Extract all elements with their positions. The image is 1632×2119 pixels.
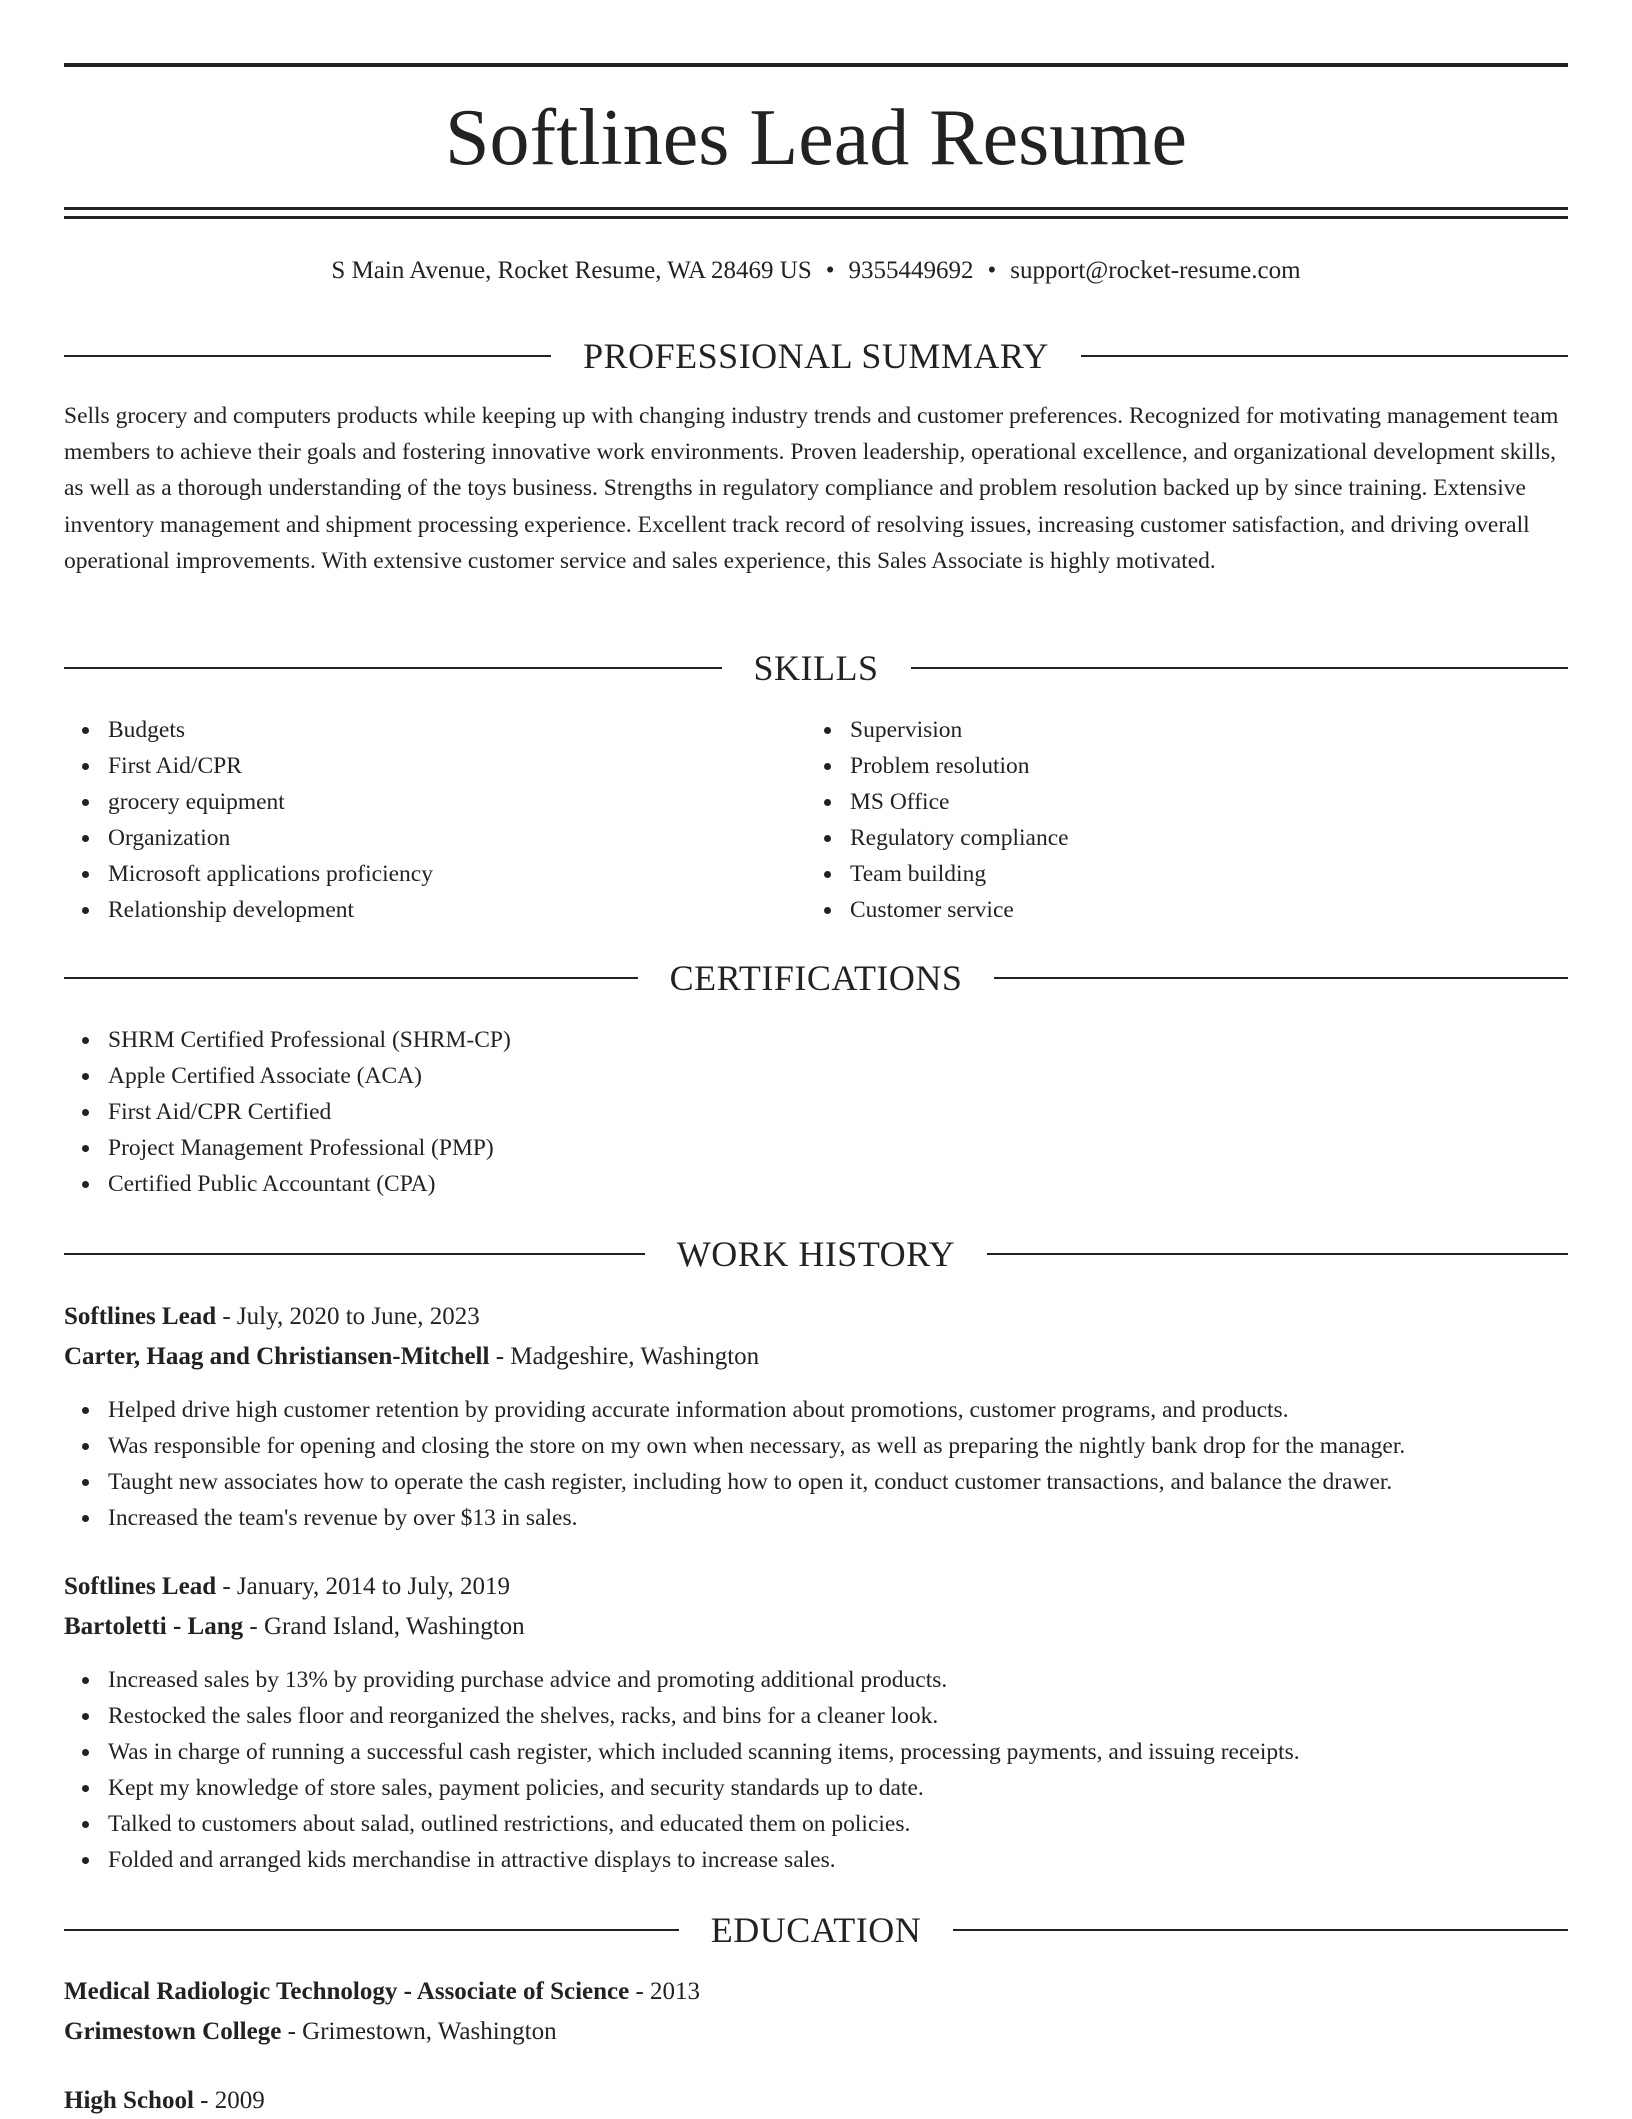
job-location: - Madgeshire, Washington [489,1343,760,1370]
job-company: Bartoletti - Lang [64,1613,244,1640]
skills-heading-label: SKILLS [753,648,879,688]
education-school: Grimestown College [64,2018,282,2045]
education-heading [64,1908,1568,1952]
skill-item: Organization [64,820,433,856]
certification-item: Certified Public Accountant (CPA) [64,1166,511,1202]
heading-rule [64,355,551,357]
job-bullet: Increased sales by 13% by providing purchase advice and promoting additional products. [64,1662,1300,1698]
certifications-heading-label: CERTIFICATIONS [669,958,963,998]
certifications-heading [64,956,1568,1000]
job-dates: - January, 2014 to July, 2019 [216,1573,511,1600]
job-title-line [64,1299,480,1335]
title-rule-upper [64,207,1568,210]
job-bullet: Increased the team's revenue by over $13 in sales. [64,1500,1405,1536]
certifications-list [64,1022,511,1202]
job-title: Softlines Lead [64,1573,217,1600]
job-company-line [64,1609,525,1645]
skill-item: Regulatory compliance [806,820,1069,856]
job-title: Softlines Lead [64,1303,217,1330]
education-school-line [64,2014,557,2050]
skill-item: grocery equipment [64,784,433,820]
job-bullet: Helped drive high customer retention by providing accurate information about promotions, customer programs, and products. [64,1392,1405,1428]
job-bullets [64,1392,1405,1536]
job-title-line [64,1569,510,1605]
job-bullet: Was responsible for opening and closing the store on my own when necessary, as well as preparing the nightly bank drop for the manager. [64,1428,1405,1464]
education-heading-label: EDUCATION [710,1910,922,1950]
certification-item: Apple Certified Associate (ACA) [64,1058,511,1094]
title-rule-lower [64,216,1568,219]
heading-rule [911,667,1569,669]
job-dates: - July, 2020 to June, 2023 [216,1303,480,1330]
heading-rule [64,667,722,669]
education-year: - 2009 [193,2087,265,2114]
summary-text: Sells grocery and computers products while keeping up with changing industry trends and customer preferences. Recognized for motivating management team members to achieve their goals and fostering innovative work environments. Proven leadership, operational excellence, and organizational development skills, as well as a thorough understanding of the toys business. Strengths in regulatory compliance and problem resolution backed up by since training. Extensive inventory management and shipment processing experience. Excellent track record of resolving issues, increasing customer satisfaction, and driving overall operational improvements. With extensive customer service and sales experience, this Sales Associate is highly motivated. [64,403,1559,574]
skill-item: Customer service [806,892,1069,928]
job-bullet: Was in charge of running a successful cash register, which included scanning items, processing payments, and issuing receipts. [64,1734,1300,1770]
education-degree: Medical Radiologic Technology - Associate of Science [64,1978,630,2005]
job-location: - Grand Island, Washington [243,1613,525,1640]
job-company: Carter, Haag and Christiansen-Mitchell [64,1343,490,1370]
certification-item: First Aid/CPR Certified [64,1094,511,1130]
education-degree-line [64,1974,700,2010]
skill-item: Relationship development [64,892,433,928]
top-rule [64,63,1568,67]
job-bullet: Restocked the sales floor and reorganized the shelves, racks, and bins for a cleaner look. [64,1698,1300,1734]
contact-address: S Main Avenue, Rocket Resume, WA 28469 US [331,257,812,284]
skills-list-right [806,712,1069,928]
summary-heading [64,334,1568,378]
heading-rule [64,977,638,979]
heading-rule [64,1929,679,1931]
resume-title: Softlines Lead Resume [444,94,1188,182]
contact-line [64,254,1568,288]
job-bullet: Kept my knowledge of store sales, payment policies, and security standards up to date. [64,1770,1300,1806]
contact-separator: • [987,257,997,284]
heading-rule [1081,355,1568,357]
skill-item: Problem resolution [806,748,1069,784]
heading-rule [953,1929,1568,1931]
contact-email: support@rocket-resume.com [1010,257,1301,284]
skill-item: MS Office [806,784,1069,820]
skills-list-left [64,712,433,928]
skills-heading [64,646,1568,690]
work-heading-label: WORK HISTORY [676,1234,956,1274]
job-bullet: Taught new associates how to operate the cash register, including how to open it, conduct customer transactions, and balance the drawer. [64,1464,1405,1500]
summary-heading-label: PROFESSIONAL SUMMARY [583,336,1049,376]
job-bullet: Talked to customers about salad, outlined restrictions, and educated them on policies. [64,1806,1300,1842]
job-bullets [64,1662,1300,1878]
heading-rule [994,977,1568,979]
work-heading [64,1232,1568,1276]
contact-phone: 9355449692 [848,257,974,284]
skill-item: Team building [806,856,1069,892]
skill-item: Supervision [806,712,1069,748]
skill-item: First Aid/CPR [64,748,433,784]
education-degree-line [64,2083,265,2119]
heading-rule [987,1253,1568,1255]
education-year: - 2013 [629,1978,701,2005]
certification-item: Project Management Professional (PMP) [64,1130,511,1166]
heading-rule [64,1253,645,1255]
job-bullet: Folded and arranged kids merchandise in attractive displays to increase sales. [64,1842,1300,1878]
contact-separator: • [825,257,835,284]
education-degree: High School [64,2087,194,2114]
job-company-line [64,1339,759,1375]
skill-item: Microsoft applications proficiency [64,856,433,892]
skill-item: Budgets [64,712,433,748]
education-location: - Grimestown, Washington [281,2018,557,2045]
certification-item: SHRM Certified Professional (SHRM-CP) [64,1022,511,1058]
